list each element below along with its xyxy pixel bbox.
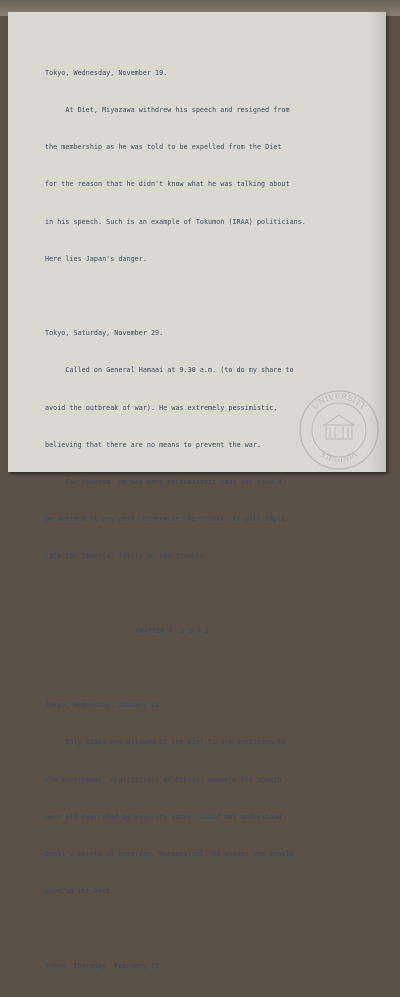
entry-date-nov-29: Tokyo, Saturday, November 29. [45, 329, 164, 338]
typed-page [8, 12, 386, 970]
entry-date-nov-19: Tokyo, Wednesday, November 19. [45, 68, 168, 77]
text-line: in his speech. Such is an example of Tokumon (IRAA) politicians. [45, 217, 306, 226]
text-line: Ozaki's points of question. Nonsensical. No wonder the people [45, 850, 294, 859]
blank-line [45, 290, 380, 302]
text-line: be avoided at any cost. Otherwise, he thinks, it will impli- [45, 515, 290, 524]
text-line: Called on General Hamaai at 9.30 a.m. (to do my share to [45, 366, 294, 375]
text-line: give up the Diet. [45, 887, 115, 896]
entry-date-feb-19: Tokyo, Thursday, February 19. [45, 961, 164, 970]
text-line: Only Ozaki was allowed at the Diet to ask questions to [45, 738, 286, 747]
seal-icon [298, 389, 380, 471]
text-line: the membership as he was told to be expelled from the Diet [45, 143, 282, 152]
text-line: the Government. Applications of Dokosei members for speech [45, 775, 282, 784]
text-line: Saw Yoshida. He was very enthusiastic that war should [45, 478, 282, 487]
blank-line [45, 922, 380, 934]
blank-line [45, 588, 380, 600]
text-line: avoid the outbreak of war). He was extremely pessimistic, [45, 403, 278, 412]
text-line: Here lies Japan's danger. [45, 254, 147, 263]
typewritten-text [45, 42, 380, 997]
seal-text-top: UNIVERSITY [310, 391, 368, 412]
blank-line [45, 662, 380, 674]
chapter-heading: CHAPTER V 1 9 4 2 [135, 626, 210, 635]
university-seal-watermark [298, 389, 380, 471]
text-line: cate the Imperial family in the trouble. [45, 552, 209, 561]
seal-text-bottom: VIRGINIA [319, 449, 359, 465]
text-line: for the reason that he didn't know what he was talking about [45, 180, 290, 189]
text-line: believing that there are no means to prevent the war. [45, 440, 262, 449]
entry-date-jan-21: Tokyo, Wednesday, January 21. [45, 701, 164, 710]
text-line: At Diet, Miyazawa withdrew his speech and resigned from [45, 106, 290, 115]
text-line: were all overruled by majority votes. Could not understand [45, 812, 282, 821]
